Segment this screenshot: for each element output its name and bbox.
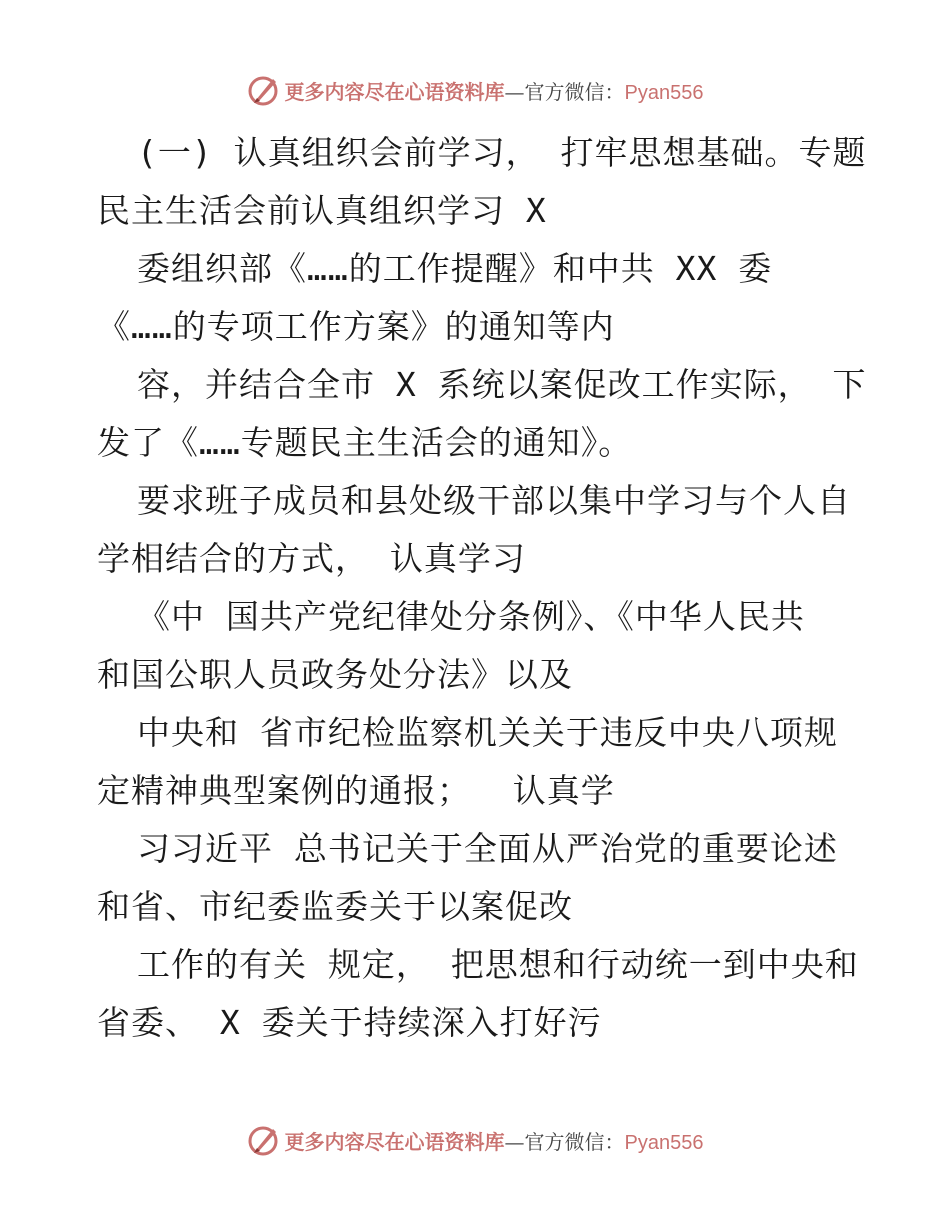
watermark-site-text: 更多内容尽在心语资料库 xyxy=(284,79,505,104)
watermark-separator: — xyxy=(504,79,525,104)
body-line: 习习近平 总书记关于全面从严治党的重要论述 xyxy=(137,829,838,868)
watermark-site-text: 更多内容尽在心语资料库 xyxy=(284,1129,505,1154)
body-line: 《中 国共产党纪律处分条例》、《中华人民共 xyxy=(137,597,805,636)
quill-pen-logo-icon xyxy=(247,1123,281,1157)
quill-pen-logo-icon xyxy=(247,73,281,107)
body-line: 工作的有关 规定， 把思想和行动统一到中央和 xyxy=(137,945,859,984)
body-line: 民主生活会前认真组织学习 X xyxy=(97,191,547,230)
body-line: 《……的专项工作方案》的通知等内 xyxy=(97,307,615,346)
body-line: 省委、 X 委关于持续深入打好污 xyxy=(97,1003,602,1042)
body-line: (一) 认真组织会前学习， 打牢思想基础。专题 xyxy=(137,133,867,172)
footer-watermark xyxy=(0,1120,950,1160)
body-line: 容，并结合全市 X 系统以案促改工作实际， 下 xyxy=(137,365,867,404)
body-line: 中央和 省市纪检监察机关关于违反中央八项规 xyxy=(137,713,838,752)
body-line: 委组织部《……的工作提醒》和中共 XX 委 xyxy=(137,249,773,288)
header-watermark xyxy=(0,70,950,110)
body-line: 定精神典型案例的通报； 认真学 xyxy=(97,771,615,810)
body-line: 发了《……专题民主生活会的通知》。 xyxy=(97,423,633,462)
body-line: 学相结合的方式， 认真学习 xyxy=(97,539,526,578)
watermark-wechat-id: Pyan556 xyxy=(624,1131,704,1154)
watermark-official-label: 官方微信： xyxy=(524,79,625,104)
body-line: 和国公职人员政务处分法》以及 xyxy=(97,655,573,694)
body-line: 要求班子成员和县处级干部以集中学习与个人自 xyxy=(137,481,851,520)
watermark-separator: — xyxy=(504,1129,525,1154)
watermark-wechat-id: Pyan556 xyxy=(624,81,704,104)
body-line: 和省、市纪委监委关于以案促改 xyxy=(97,887,573,926)
watermark-official-label: 官方微信： xyxy=(524,1129,625,1154)
document-body xyxy=(97,124,867,1052)
